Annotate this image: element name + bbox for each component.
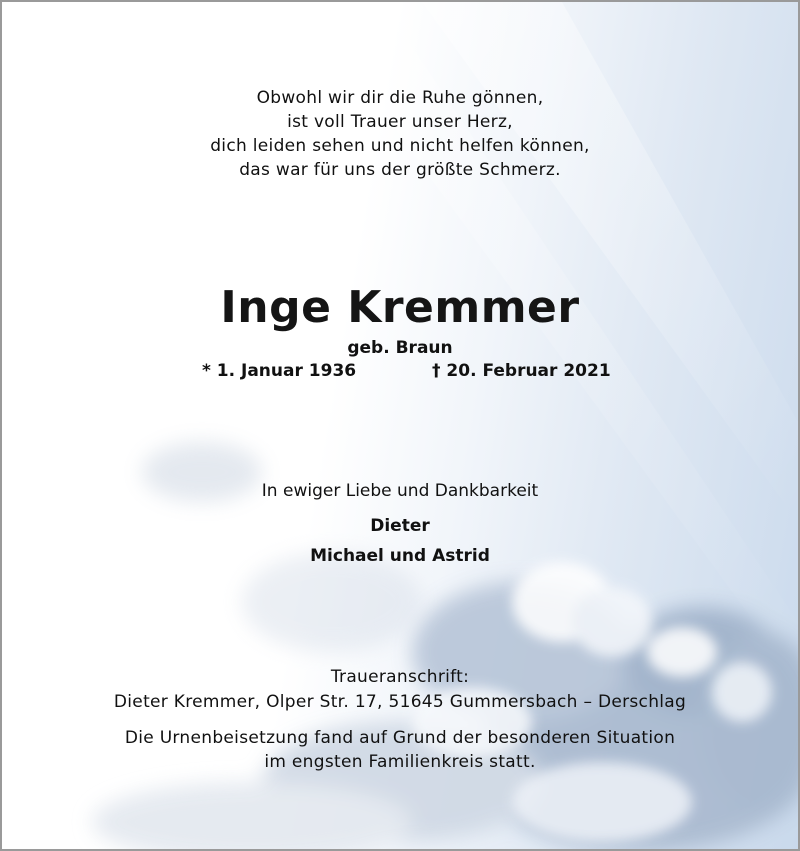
mourning-address: Dieter Kremmer, Olper Str. 17, 51645 Gummersbach – Derschlag — [113, 692, 687, 712]
poem-line: ist voll Trauer unser Herz, — [287, 112, 513, 132]
deceased-name: Inge Kremmer — [220, 282, 580, 333]
mourner-name: Michael und Astrid — [310, 546, 490, 566]
dedication: In ewiger Liebe und Dankbarkeit — [261, 481, 539, 501]
burial-note-line: Die Urnenbeisetzung fand auf Grund der besonderen Situation — [124, 728, 676, 748]
poem-line: dich leiden sehen und nicht helfen können, — [210, 136, 590, 156]
address-label: Traueranschrift: — [330, 667, 470, 687]
mourner-name: Dieter — [370, 516, 430, 536]
poem-line: Obwohl wir dir die Ruhe gönnen, — [256, 88, 544, 108]
birth-date: * 1. Januar 1936 — [202, 361, 357, 381]
birth-name: geb. Braun — [347, 338, 453, 358]
death-date: † 20. Februar 2021 — [432, 361, 611, 381]
poem-line: das war für uns der größte Schmerz. — [239, 160, 561, 180]
memorial-poem — [2, 86, 798, 182]
burial-note-line: im engsten Familienkreis statt. — [264, 752, 536, 772]
burial-note — [2, 726, 798, 774]
obituary-notice — [2, 2, 798, 849]
